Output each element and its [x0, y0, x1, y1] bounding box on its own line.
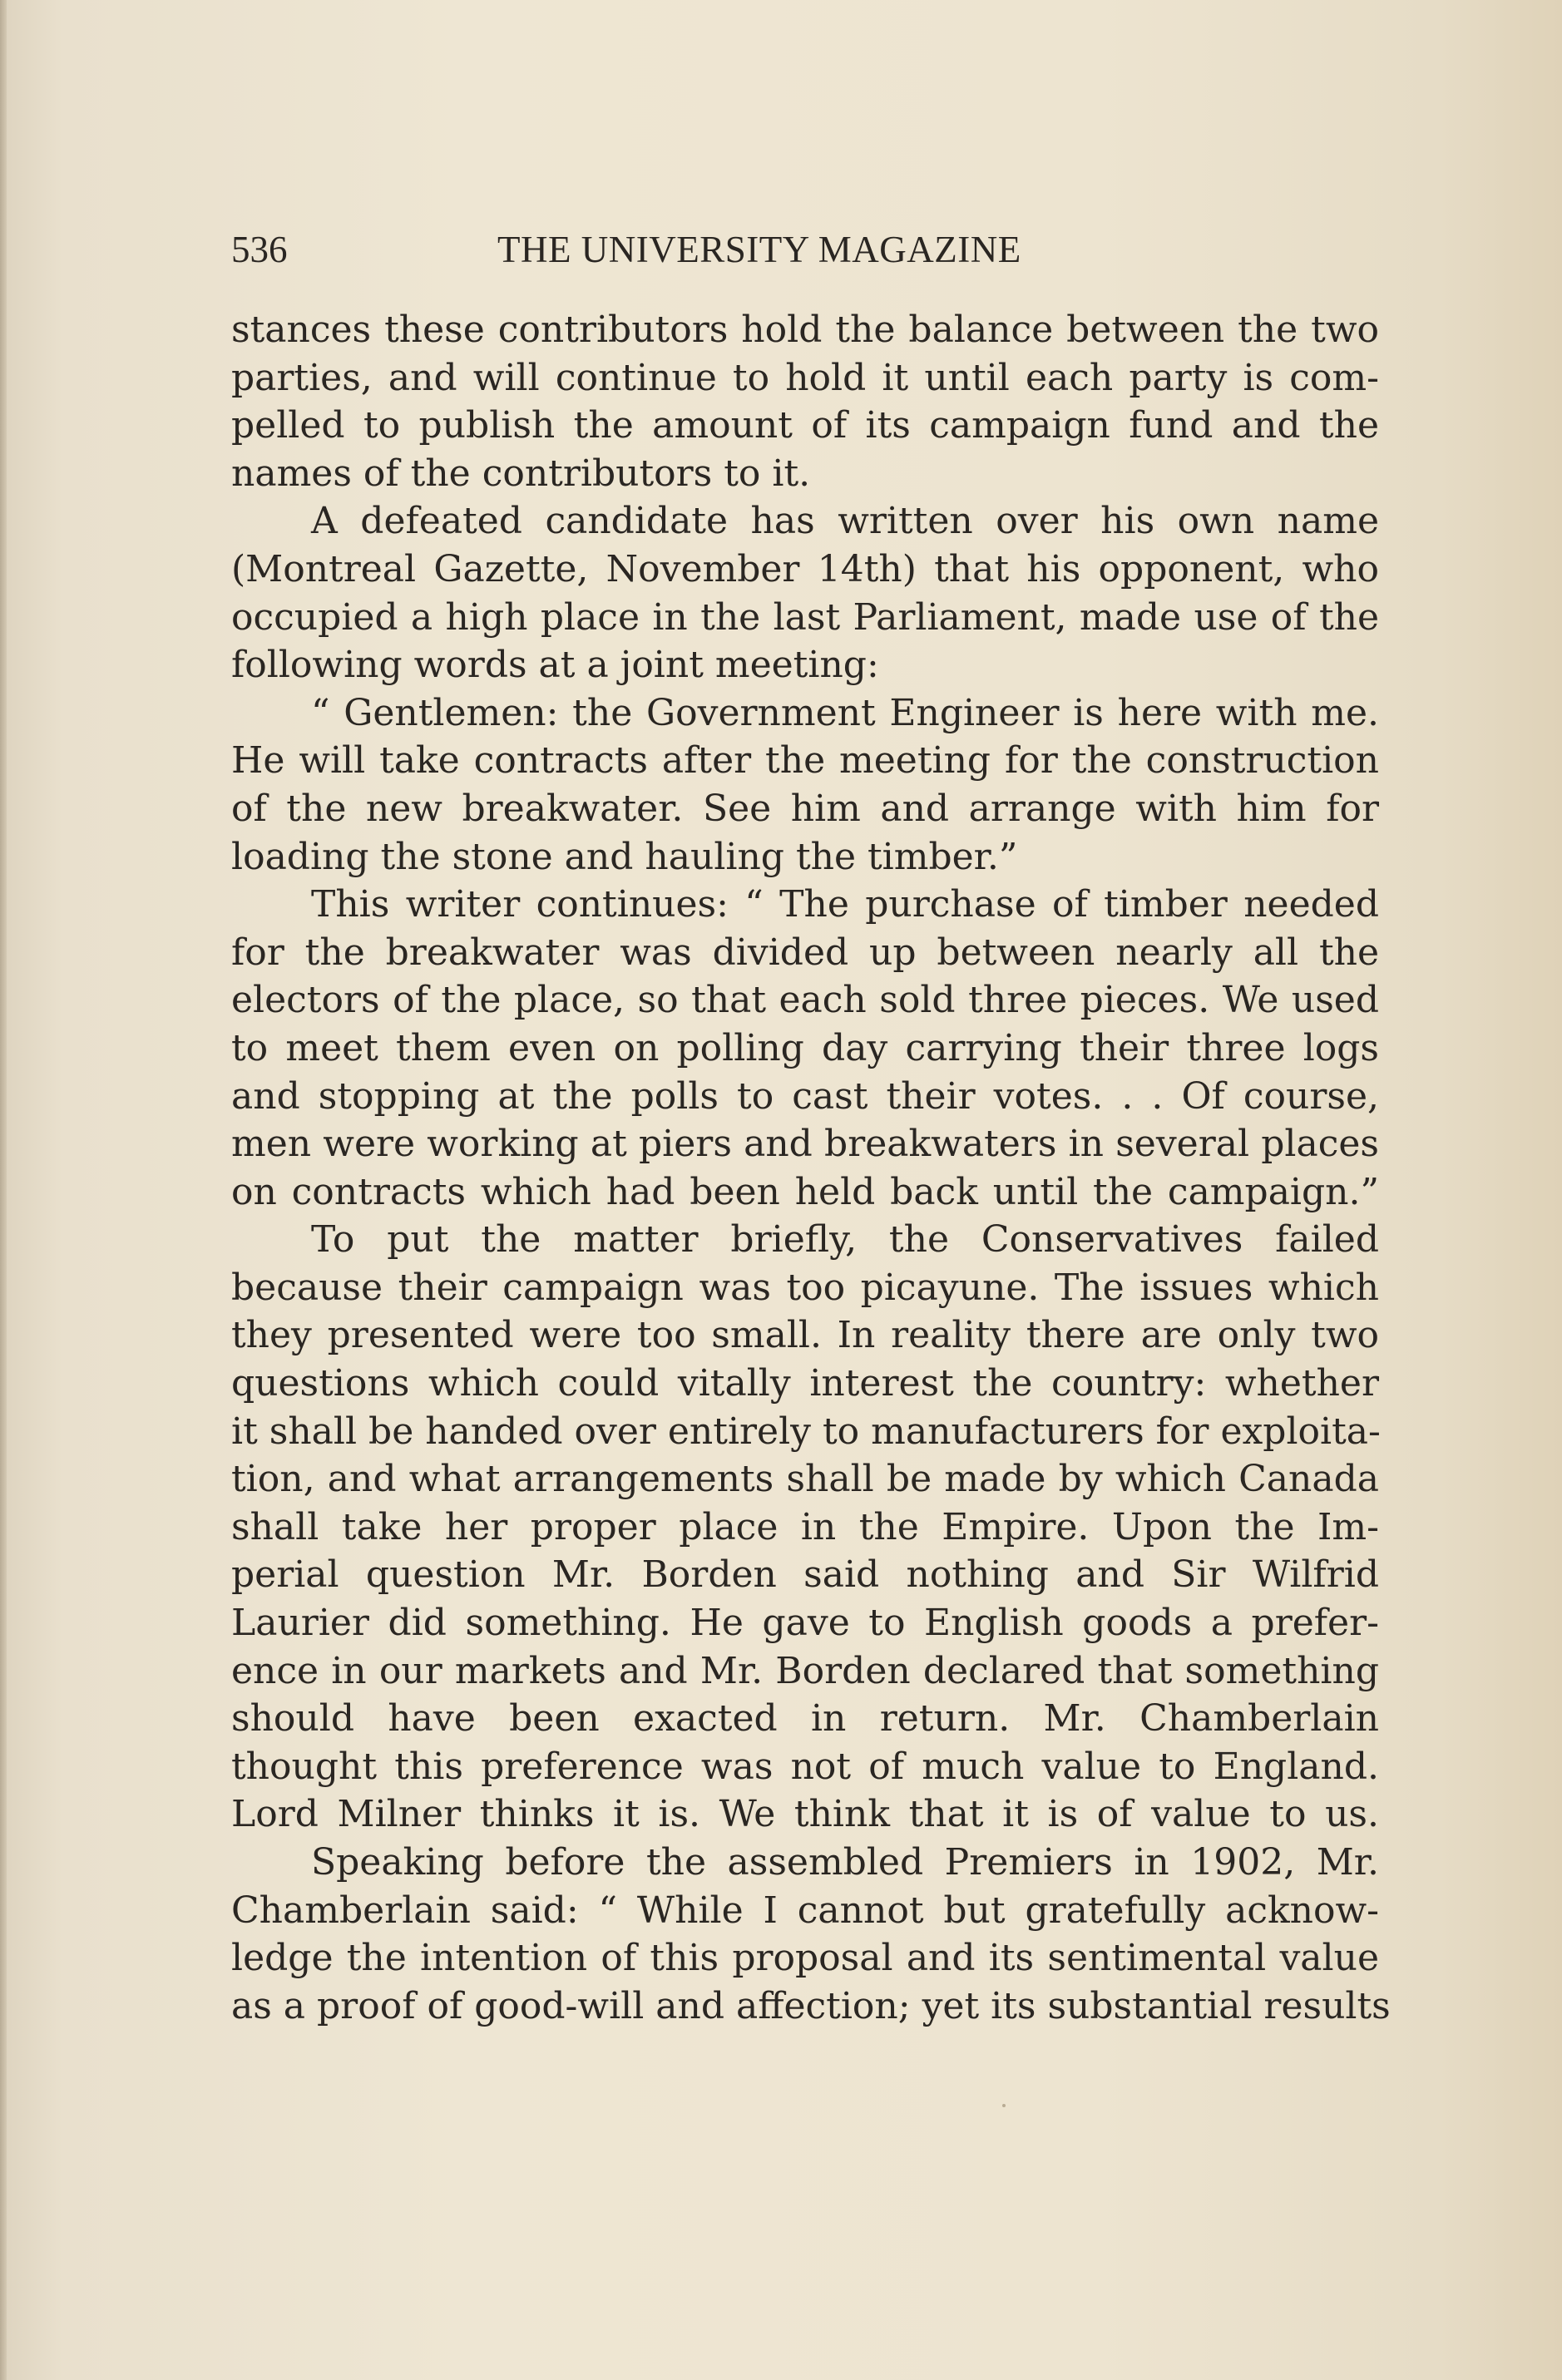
text-line: “ Gentlemen: the Government Engineer is here with me. [311, 691, 1379, 734]
text-line: as a proof of good-will and affection; yet its substantial results [231, 1984, 1391, 2027]
text-line: it shall be handed over entirely to manufacturers for exploita- [231, 1410, 1381, 1453]
text-line: names of the contributors to it. [231, 452, 811, 495]
text-line: for the breakwater was divided up between nearly all the [231, 931, 1379, 974]
text-line: ence in our markets and Mr. Borden declared that something [231, 1649, 1379, 1692]
text-line: should have been exacted in return. Mr. Chamberlain [231, 1697, 1379, 1741]
text-line: electors of the place, so that each sold three pieces. We used [231, 979, 1379, 1022]
text-line: Laurier did something. He gave to English goods a prefer- [231, 1602, 1379, 1645]
text-line: Lord Milner thinks it is. We think that it is of value to us. [231, 1793, 1379, 1836]
text-line: pelled to publish the amount of its campaign fund and the [231, 404, 1379, 447]
text-line: men were working at piers and breakwaters in several places [231, 1123, 1379, 1166]
text-line: and stopping at the polls to cast their votes. . . Of course, [231, 1074, 1379, 1118]
page-header [231, 225, 1396, 274]
page-number: 536 [231, 229, 288, 270]
text-line: parties, and will continue to hold it until each party is com- [231, 356, 1379, 399]
text-line: of the new breakwater. See him and arrange with him for [231, 787, 1379, 830]
text-line: Speaking before the assembled Premiers in 1902, Mr. [311, 1841, 1379, 1884]
text-line: shall take her proper place in the Empire. Upon the Im- [231, 1505, 1379, 1548]
running-head: THE UNIVERSITY MAGAZINE [497, 229, 1021, 270]
text-line: (Montreal Gazette, November 14th) that his opponent, who [231, 547, 1379, 590]
text-line: He will take contracts after the meeting for the construction [231, 739, 1379, 783]
text-line: To put the matter briefly, the Conservatives failed [311, 1218, 1379, 1262]
text-line: perial question Mr. Borden said nothing and Sir Wilfrid [231, 1553, 1379, 1597]
page-body [231, 306, 1391, 2030]
text-line: because their campaign was too picayune. The issues which [231, 1266, 1379, 1309]
paper-speck [1002, 2104, 1006, 2107]
text-line: on contracts which had been held back until the campaign.” [231, 1170, 1379, 1213]
text-line: they presented were too small. In reality there are only two [231, 1314, 1379, 1357]
text-line: A defeated candidate has written over his own name [311, 500, 1379, 543]
text-line: to meet them even on polling day carrying their three logs [231, 1026, 1379, 1069]
text-line: tion, and what arrangements shall be made by which Canada [231, 1458, 1379, 1501]
text-line: This writer continues: “ The purchase of timber needed [311, 883, 1379, 926]
text-line: following words at a joint meeting: [231, 644, 879, 687]
text-line: loading the stone and hauling the timber.” [231, 835, 1018, 878]
text-line: Chamberlain said: “ While I cannot but gratefully acknow- [231, 1889, 1379, 1932]
text-line: occupied a high place in the last Parliament, made use of the [231, 595, 1379, 639]
text-line: questions which could vitally interest the country: whether [231, 1362, 1379, 1405]
text-line: thought this preference was not of much value to England. [231, 1745, 1379, 1788]
text-line: ledge the intention of this proposal and its sentimental value [231, 1937, 1379, 1980]
text-line: stances these contributors hold the balance between the two [231, 309, 1379, 351]
